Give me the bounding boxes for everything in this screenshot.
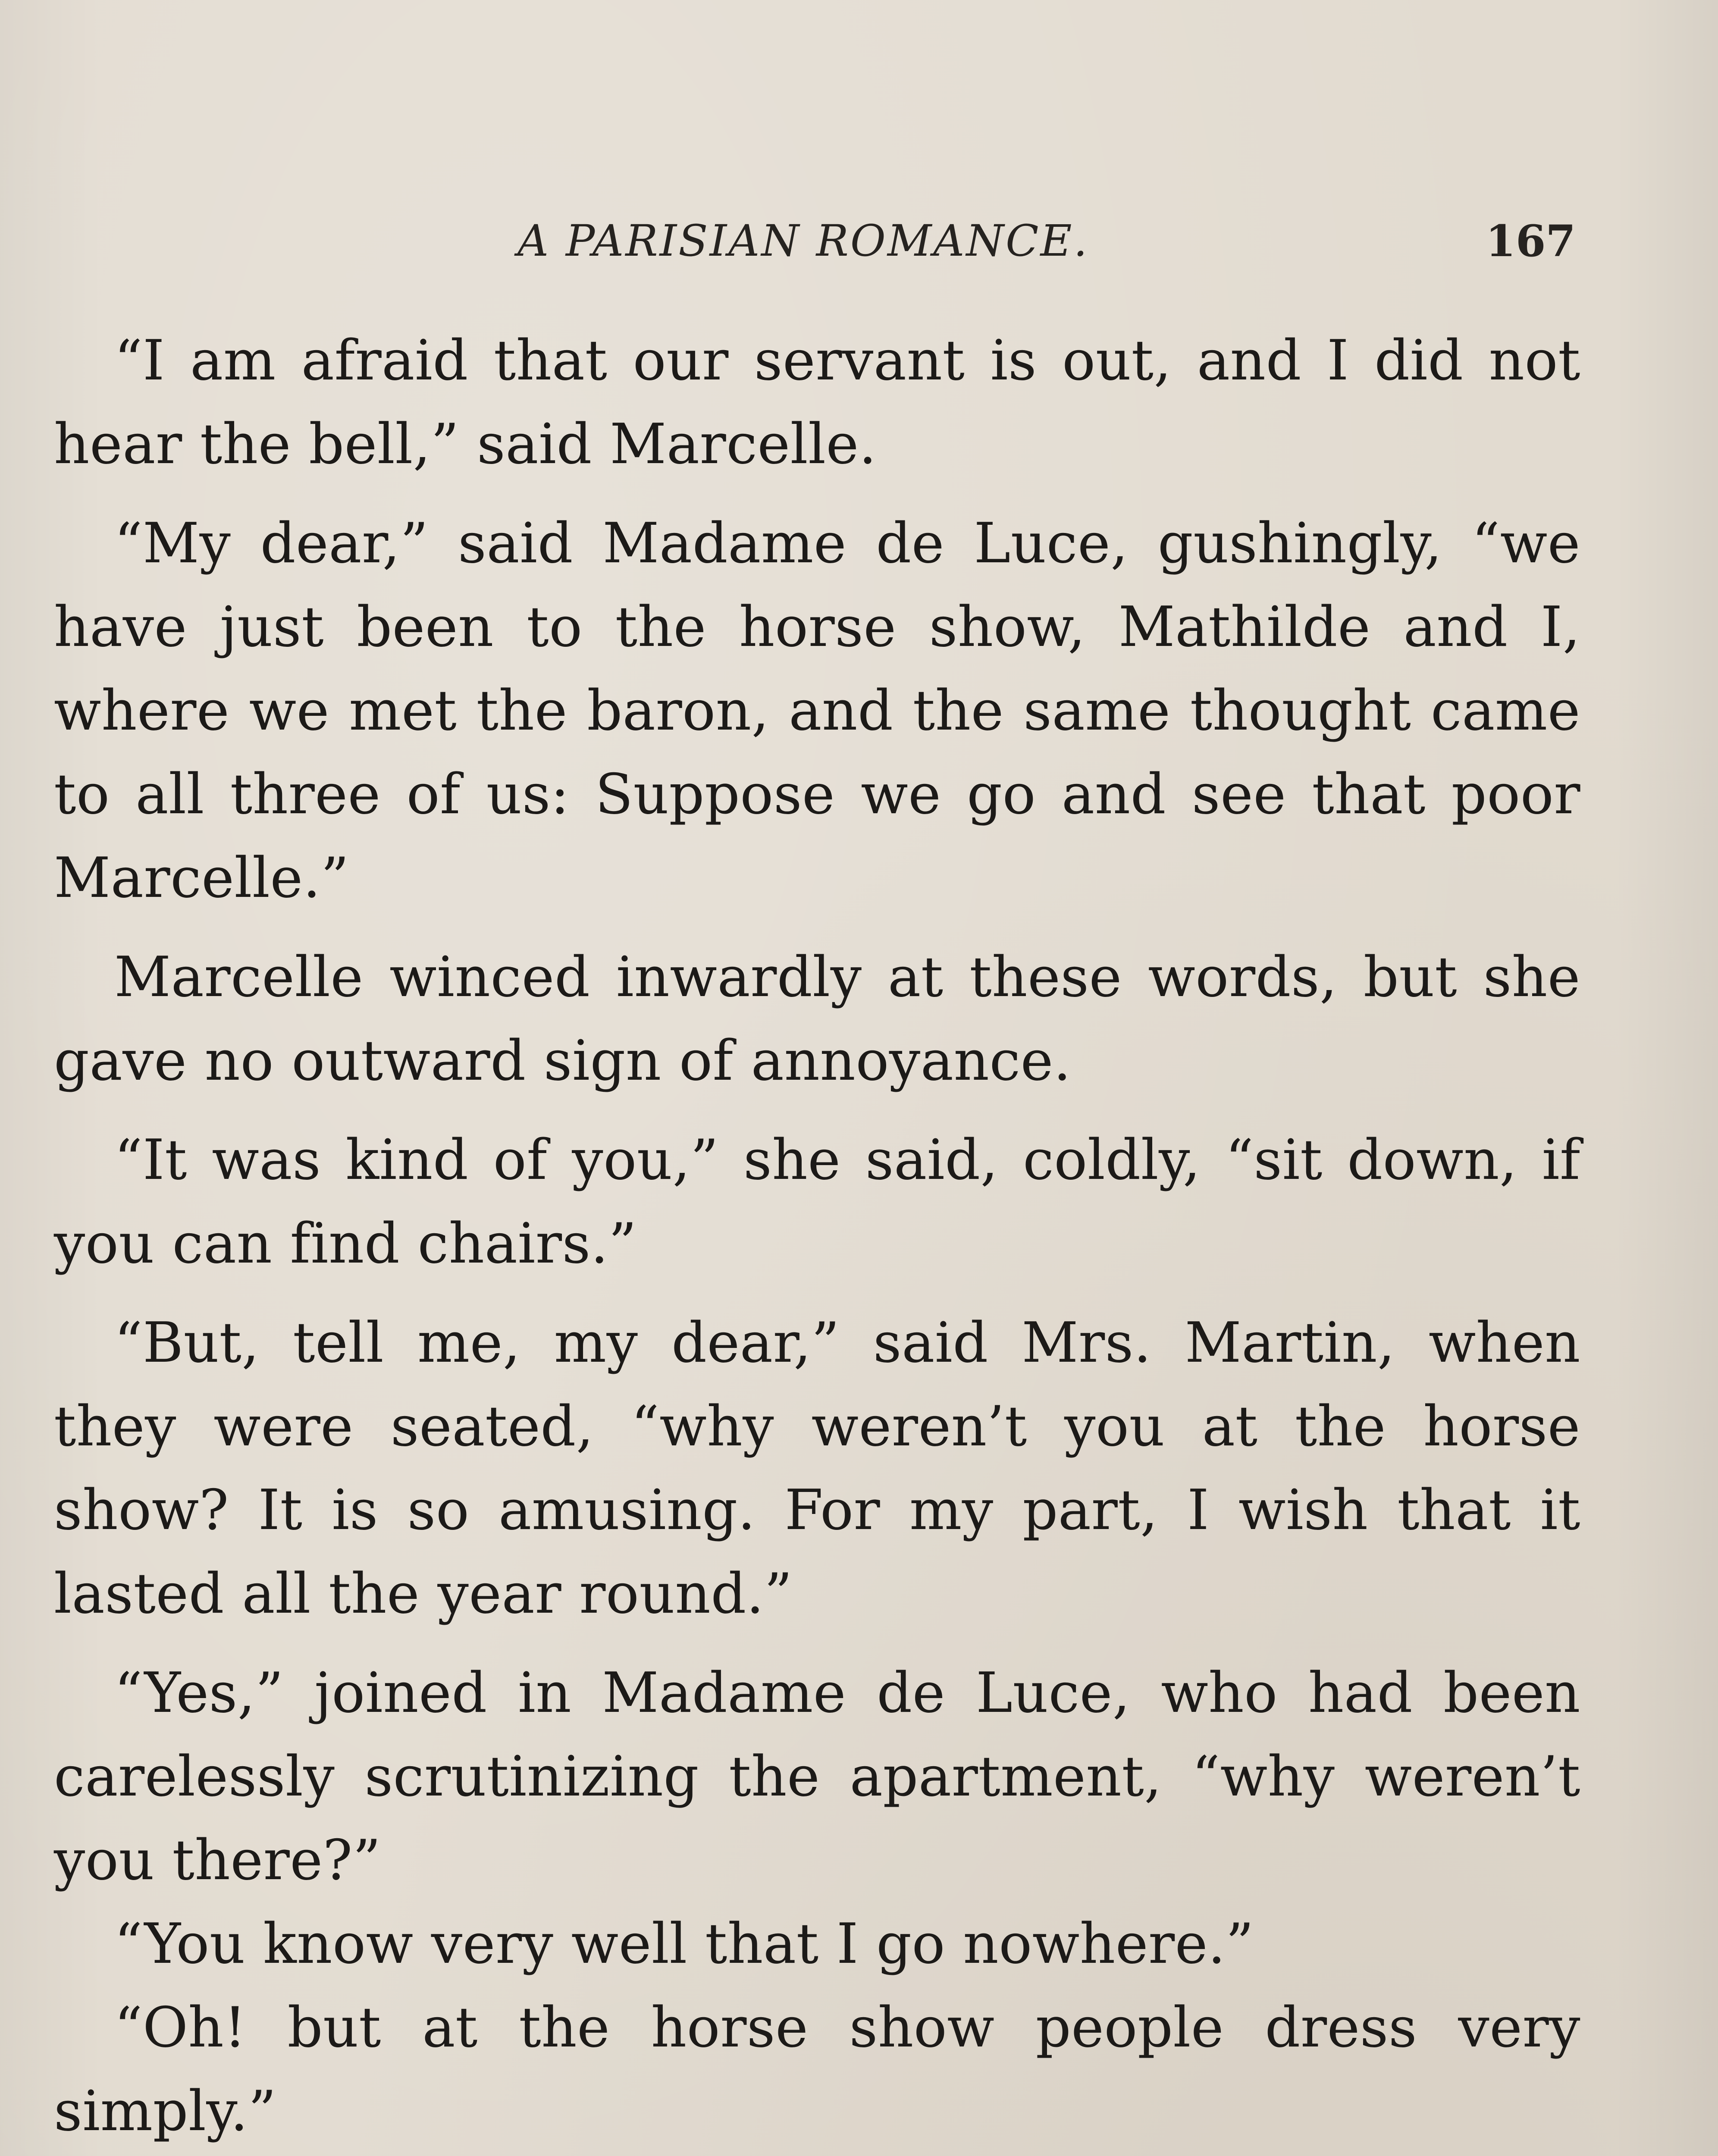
paragraph-7: “You know very well that I go nowhere.”	[114, 1912, 1254, 1976]
paragraph-2: “My dear,” said Madame de Luce, gushingly, “we have just been to the horse show, Mathilde and I, where we met the baron, and the same thought came to all three of us: Suppose we go and see that poor Marcelle.”	[54, 511, 1580, 910]
paragraph-3: Marcelle winced inwardly at these words, but she gave no outward sign of annoyance.	[54, 945, 1580, 1093]
paragraph-1: “I am afraid that our servant is out, and I did not hear the bell,” said Marcelle.	[54, 329, 1580, 476]
running-title: A PARISIAN ROMANCE.	[517, 216, 1089, 266]
body-text	[54, 319, 1580, 2156]
paragraph-6: “Yes,” joined in Madame de Luce, who had been carelessly scrutinizing the apartment, “why weren’t you there?”	[54, 1661, 1580, 1893]
page-number: 167	[1486, 216, 1576, 266]
paragraph-8: “Oh! but at the horse show people dress very simply.”	[54, 1996, 1580, 2143]
paragraph-5: “But, tell me, my dear,” said Mrs. Martin, when they were seated, “why weren’t you at the horse show? It is so amusing. For my part, I wish that it lasted all the year round.”	[54, 1311, 1580, 1626]
paragraph-4: “It was kind of you,” she said, coldly, “sit down, if you can find chairs.”	[54, 1128, 1580, 1276]
